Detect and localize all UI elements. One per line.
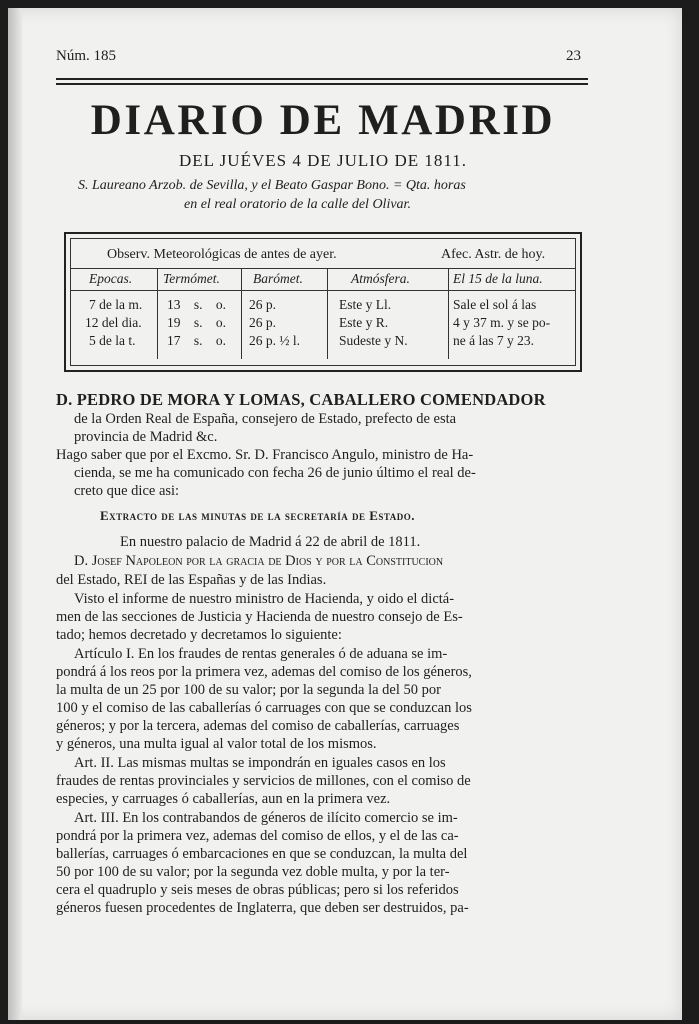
- epoca-cell: 5 de la t.: [89, 333, 136, 348]
- epoca-cell: 12 del dia.: [85, 315, 142, 330]
- newspaper-page: [8, 8, 682, 1020]
- luna-cell: ne á las 7 y 23.: [453, 333, 534, 348]
- text-line: Artículo I. En los fraudes de rentas generales ó de aduana se im-: [74, 646, 448, 662]
- text-line: especies, y carruages ó caballerías, aun en la primera vez.: [56, 791, 391, 807]
- text-line: géneros fuesen procedentes de Inglaterra, que deben ser destruidos, pa-: [56, 900, 469, 916]
- text-line: 50 por 100 de su valor; por la segunda vez doble multa, y por la ter-: [56, 864, 450, 880]
- astro-title: Afec. Astr. de hoy.: [441, 247, 546, 262]
- text-line: provincia de Madrid &c.: [74, 429, 218, 445]
- text-line: la multa de un 25 por 100 de su valor; por la segunda la del 50 por: [56, 682, 441, 698]
- luna-cell: 4 y 37 m. y se po-: [453, 315, 551, 330]
- header-rule-top: [56, 78, 588, 80]
- text-line: Hago saber que por el Excmo. Sr. D. Francisco Angulo, ministro de Ha-: [56, 447, 474, 463]
- weather-table: [64, 232, 582, 372]
- decree-heading: D. PEDRO DE MORA Y LOMAS, CABALLERO COMENDADOR: [56, 390, 546, 409]
- newspaper-title: DIARIO DE MADRID: [90, 97, 556, 144]
- page-number: 23: [566, 48, 581, 64]
- barometro-cell: 26 p.: [249, 297, 276, 312]
- page-spine: [8, 8, 22, 1020]
- text-line: fraudes de rentas provinciales y servicios de millones, con el comiso de: [56, 773, 471, 789]
- text-line: D. Josef Napoleon por la gracia de Dios y por la Constitucion: [74, 553, 444, 569]
- table-rule: [71, 290, 575, 291]
- termometro-cell: 19 s. o.: [167, 315, 227, 330]
- text-line: 100 y el comiso de las caballerías ó carruages con que se conduzcan los: [56, 700, 472, 716]
- atmosfera-cell: Este y R.: [339, 315, 389, 330]
- text-line: pondrá por la primera vez, ademas del comiso de ellos, y el de las ca-: [56, 828, 459, 844]
- weather-table-inner: [70, 238, 576, 366]
- text-line: cienda, se me ha comunicado con fecha 26 de junio último el real de-: [74, 465, 476, 481]
- text-line: géneros; y por la tercera, ademas del comiso de caballerías, carruages: [56, 718, 460, 734]
- text-line: creto que dice asi:: [74, 483, 180, 499]
- text-line: pondrá á los reos por la primera vez, ademas del comiso de los géneros,: [56, 664, 472, 680]
- weather-title: Observ. Meteorológicas de antes de ayer.: [107, 247, 337, 262]
- text-line: y géneros, una multa igual al valor total de los mismos.: [56, 736, 377, 752]
- text-line: Visto el informe de nuestro ministro de Hacienda, y oido el dictá-: [74, 591, 455, 607]
- column-divider: [448, 268, 449, 359]
- text-line: cera el quadruplo y seis meses de obras públicas; pero si los referidos: [56, 882, 459, 898]
- column-header-atmosfera: Atmósfera.: [351, 271, 410, 286]
- saints-line-1: S. Laureano Arzob. de Sevilla, y el Beato Gaspar Bono. = Qta. horas: [78, 178, 466, 193]
- termometro-cell: 17 s. o.: [167, 333, 227, 348]
- text-line: tado; hemos decretado y decretamos lo siguiente:: [56, 627, 342, 643]
- column-header-epocas: Epocas.: [89, 271, 133, 286]
- atmosfera-cell: Este y Ll.: [339, 297, 392, 312]
- column-divider: [157, 268, 158, 359]
- table-rule: [71, 268, 575, 269]
- epoca-cell: 7 de la m.: [89, 297, 143, 312]
- barometro-cell: 26 p.: [249, 315, 276, 330]
- column-divider: [241, 268, 242, 359]
- issue-date: DEL JUÉVES 4 DE JULIO DE 1811.: [179, 151, 467, 170]
- text-line: del Estado, REI de las Españas y de las Indias.: [56, 572, 327, 588]
- luna-cell: Sale el sol á las: [453, 297, 537, 312]
- header-rule-bottom: [56, 83, 588, 85]
- column-header-barometro: Barómet.: [253, 271, 303, 286]
- column-header-luna: El 15 de la luna.: [453, 271, 543, 286]
- termometro-cell: 13 s. o.: [167, 297, 227, 312]
- atmosfera-cell: Sudeste y N.: [339, 333, 408, 348]
- barometro-cell: 26 p. ½ l.: [249, 333, 301, 348]
- text-line: men de las secciones de Justicia y Hacienda de nuestro consejo de Es-: [56, 609, 463, 625]
- issue-number: Núm. 185: [56, 48, 116, 64]
- saints-line-2: en el real oratorio de la calle del Olivar.: [184, 197, 411, 212]
- column-divider: [327, 268, 328, 359]
- section-title: Extracto de las minutas de la secretaría de Estado.: [100, 508, 415, 523]
- text-line: de la Orden Real de España, consejero de Estado, prefecto de esta: [74, 411, 457, 427]
- text-line: En nuestro palacio de Madrid á 22 de abril de 1811.: [120, 534, 421, 550]
- text-line: Art. II. Las mismas multas se impondrán en iguales casos en los: [74, 755, 446, 771]
- column-header-termometro: Termómet.: [163, 271, 220, 286]
- text-line: ballerías, carruages ó embarcaciones en que se conduzcan, la multa del: [56, 846, 468, 862]
- text-line: Art. III. En los contrabandos de géneros de ilícito comercio se im-: [74, 810, 458, 826]
